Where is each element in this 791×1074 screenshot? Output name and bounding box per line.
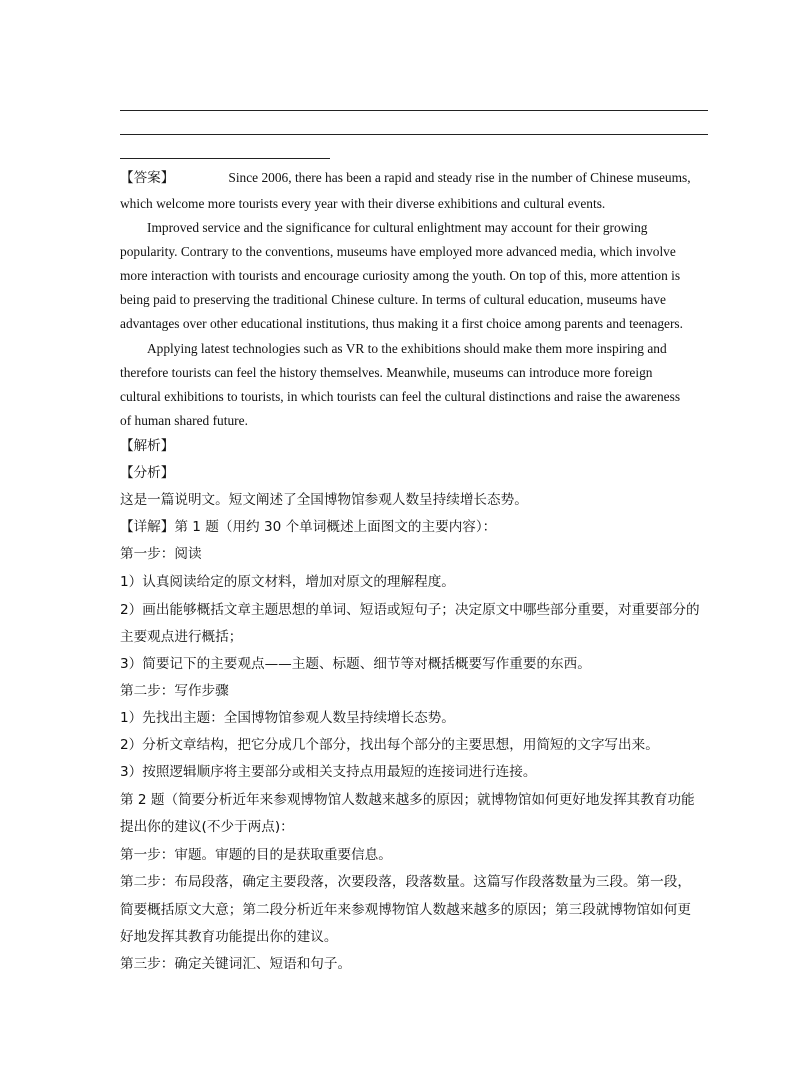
fenxi-heading: 【分析】 (120, 465, 175, 481)
answer-text: Improved service and the significance for cultural enlightment may account for their growing (147, 220, 648, 235)
answer-text: Applying latest technologies such as VR to the exhibitions should make them more inspiring and (147, 341, 667, 356)
q2-step1: 第一步：审题。审题的目的是获取重要信息。 (120, 847, 392, 863)
answer-text: being paid to preserving the traditional Chinese culture. In terms of cultural education, museums have (120, 292, 666, 307)
step2-title: 第二步：写作步骤 (120, 683, 229, 699)
step1-item: 1）认真阅读给定的原文材料，增加对原文的理解程度。 (120, 574, 455, 590)
q2-heading: 第 2 题（简要分析近年来参观博物馆人数越来越多的原因；就博物馆如何更好地发挥其教育功能 (120, 792, 695, 808)
step2-item: 2）分析文章结构，把它分成几个部分，找出每个部分的主要思想，用简短的文字写出来。 (120, 737, 659, 753)
answer-tag: 【答案】 (120, 170, 175, 186)
answer-text: of human shared future. (120, 413, 248, 428)
answer-text: cultural exhibitions to tourists, in which tourists can feel the cultural distinctions and raise the awareness (120, 389, 681, 404)
answer-line (120, 168, 691, 188)
step1-item: 主要观点进行概括； (120, 629, 243, 645)
q2-step2: 简要概括原文大意；第二段分析近年来参观博物馆人数越来越多的原因；第三段就博物馆如何更 (120, 902, 691, 918)
q2-heading: 提出你的建议(不少于两点)： (120, 819, 294, 835)
step1-title: 第一步：阅读 (120, 546, 202, 562)
answer-text: therefore tourists can feel the history themselves. Meanwhile, museums can introduce more foreign (120, 365, 653, 380)
step2-item: 1）先找出主题：全国博物馆参观人数呈持续增长态势。 (120, 710, 455, 726)
q2-step3: 第三步：确定关键词汇、短语和句子。 (120, 956, 352, 972)
step1-item: 3）简要记下的主要观点——主题、标题、细节等对概括概要写作重要的东西。 (120, 656, 591, 672)
detail-q1-heading: 【详解】第 1 题（用约 30 个单词概述上面图文的主要内容）： (120, 519, 497, 535)
answer-text: which welcome more tourists every year with their diverse exhibitions and cultural events. (120, 196, 606, 211)
answer-text: advantages over other educational institutions, thus making it a first choice among parents and teenagers. (120, 316, 683, 331)
step1-item: 2）画出能够概括文章主题思想的单词、短语或短句子；决定原文中哪些部分重要，对重要部分的 (120, 602, 700, 618)
analysis-summary: 这是一篇说明文。短文阐述了全国博物馆参观人数呈持续增长态势。 (120, 492, 528, 508)
answer-line-1 (120, 110, 708, 111)
step2-item: 3）按照逻辑顺序将主要部分或相关支持点用最短的连接词进行连接。 (120, 764, 537, 780)
answer-line-3-short (120, 158, 330, 159)
q2-step2: 第二步：布局段落，确定主要段落，次要段落，段落数量。这篇写作段落数量为三段。第一段， (120, 874, 691, 890)
answer-text: popularity. Contrary to the conventions, museums have employed more advanced media, which involve (120, 244, 676, 259)
q2-step2: 好地发挥其教育功能提出你的建议。 (120, 929, 338, 945)
jiexi-heading: 【解析】 (120, 438, 175, 454)
answer-line-2 (120, 134, 708, 135)
answer-text: Since 2006, there has been a rapid and steady rise in the number of Chinese museums, (228, 170, 691, 185)
answer-text: more interaction with tourists and encourage curiosity among the youth. On top of this, more attention is (120, 268, 681, 283)
